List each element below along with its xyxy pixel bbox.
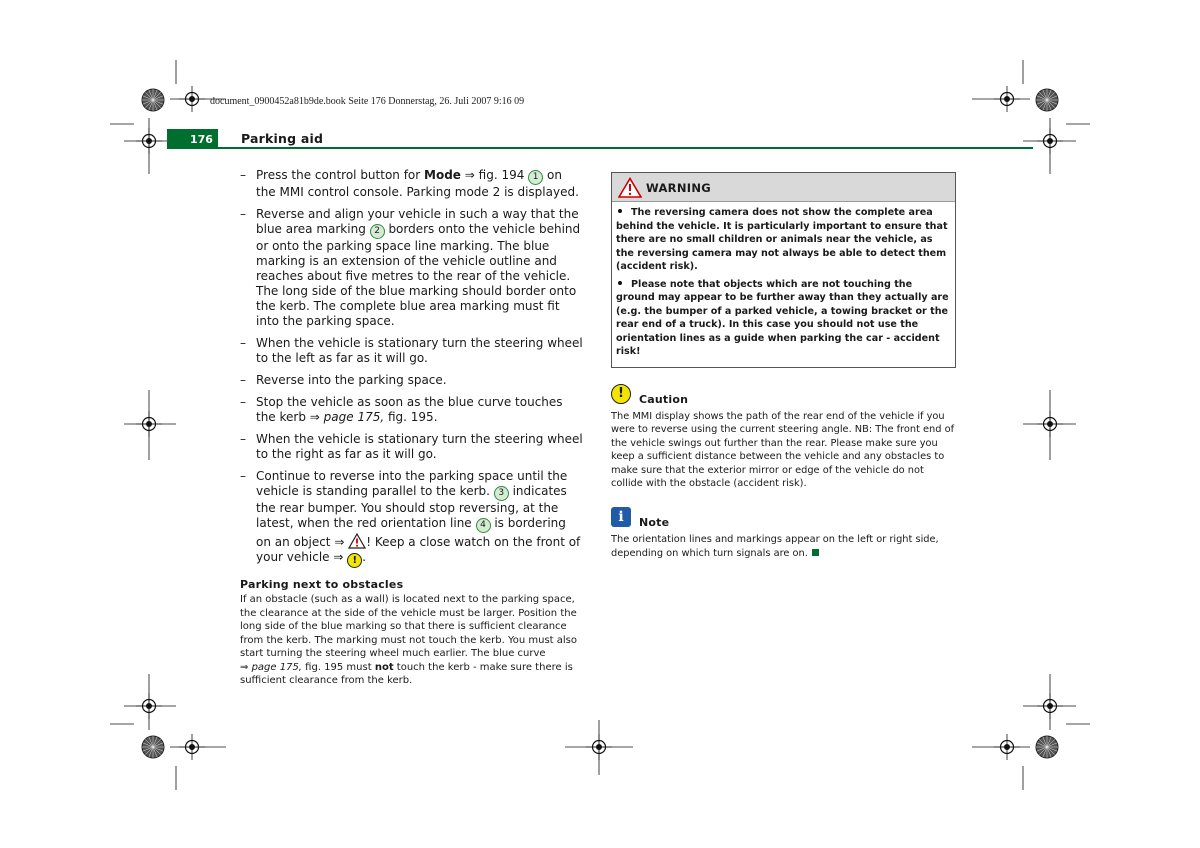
step-dash: –	[240, 373, 246, 387]
list-item: – Stop the vehicle as soon as the blue curve touches the kerb ⇒ page 175, fig. 195.	[240, 395, 563, 424]
step-dash: –	[240, 469, 246, 483]
warning-triangle-icon	[618, 177, 642, 198]
warning-item: Please note that objects which are not touching the ground may appear to be further away than they actually are (e.g. the bumper of a parked vehicle, a towing bracket or the rear end of a truck). In this case you should not use the orientation lines as a guide when parking the car - accident risk!	[616, 278, 949, 357]
caution-section	[611, 384, 956, 492]
body-paragraph: If an obstacle (such as a wall) is located next to the parking space, the clearance at the side of the vehicle must be larger. Position the long side of the blue marking so that there is sufficient clearance from the kerb. The marking must not touch the kerb. You must also start turning the steering wheel much earlier. The blue curve ⇒ page 175, fig. 195 must not touch the kerb - make sure there is sufficient clearance from the kerb.	[240, 594, 578, 686]
side-column	[611, 172, 956, 560]
callout-number: 4	[476, 518, 491, 533]
warning-title: WARNING	[646, 181, 711, 195]
warning-triangle-icon	[348, 533, 366, 549]
info-icon: i	[611, 507, 631, 527]
page-title: Parking aid	[241, 131, 324, 146]
bullet-icon	[618, 209, 622, 213]
list-item: – Reverse into the parking space.	[240, 373, 447, 387]
list-item: – When the vehicle is stationary turn the steering wheel to the left as far as it will go.	[240, 336, 583, 365]
main-column	[240, 168, 583, 688]
note-section	[611, 507, 956, 560]
callout-number: 1	[528, 170, 543, 185]
warning-body	[612, 202, 955, 367]
callout-number: 3	[494, 486, 509, 501]
step-dash: –	[240, 207, 246, 221]
page-number: 176	[167, 129, 218, 149]
note-title: Note	[639, 516, 670, 530]
list-item: – Press the control button for Mode ⇒ fig. 194 1 on the MMI control console. Parking mode 2 is displayed.	[240, 168, 579, 199]
print-slug-line: document_0900452a81b9de.book Seite 176 Donnerstag, 26. Juli 2007 9:16 09	[210, 96, 525, 107]
header-rule	[218, 147, 1033, 149]
caution-title: Caution	[639, 392, 689, 406]
caution-icon: !	[611, 384, 631, 404]
callout-number: 2	[370, 224, 385, 239]
warning-box	[611, 172, 956, 368]
list-item: – Reverse and align your vehicle in such a way that the blue area marking 2 borders onto the vehicle behind or onto the parking space line marking. The blue marking is an extension of the vehicle outline and reaches about five metres to the rear of the vehicle. The long side of the blue marking should border onto the kerb. The complete blue area marking must fit into the parking space.	[240, 207, 581, 328]
step-dash: –	[240, 336, 246, 350]
list-item: – Continue to reverse into the parking space until the vehicle is standing parallel to the kerb. 3 indicates the rear bumper. You should stop reversing, at the latest, when the red orientation line 4 is bordering on an object ⇒ ! Keep a close watch on the front of your vehicle ⇒ ! .	[240, 469, 581, 566]
page-reference: page 175,	[251, 661, 302, 673]
caution-text: The MMI display shows the path of the rear end of the vehicle if you were to reverse using the current steering angle. NB: The front end of the vehicle swings out further than the rear. Please make sure you keep a sufficient distance between the vehicle and any obstacles to make sure that the exterior mirror or edge of the vehicle do not collide with the obstacle (accident risk).	[611, 410, 955, 490]
step-dash: –	[240, 168, 246, 182]
step-dash: –	[240, 395, 246, 409]
bullet-icon	[618, 281, 622, 285]
warning-item: The reversing camera does not show the complete area behind the vehicle. It is particularly important to ensure that there are no small children or animals near the vehicle, as the reversing camera may not always be able to detect them (accident risk).	[616, 207, 948, 272]
page-reference: page 175,	[323, 410, 385, 424]
warning-header	[612, 173, 955, 202]
list-item: – When the vehicle is stationary turn the steering wheel to the right as far as it will go.	[240, 432, 583, 461]
caution-icon: !	[347, 553, 362, 568]
end-of-section-icon	[812, 549, 819, 556]
note-text: The orientation lines and markings appear on the left or right side, depending on which turn signals are on.	[611, 534, 939, 559]
step-dash: –	[240, 432, 246, 446]
section-heading: Parking next to obstacles	[240, 578, 404, 591]
